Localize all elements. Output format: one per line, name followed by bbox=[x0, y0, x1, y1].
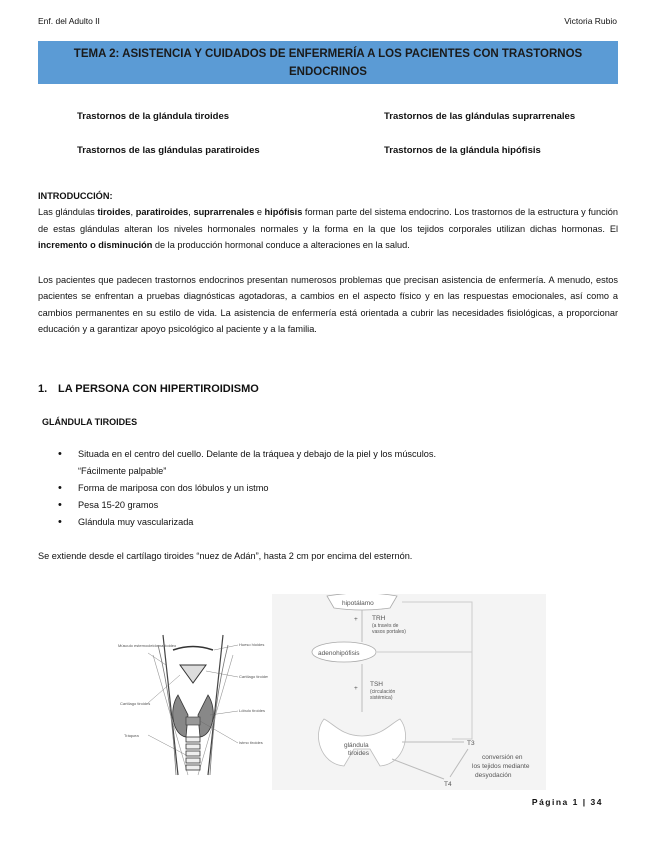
page-title: TEMA 2: ASISTENCIA Y CUIDADOS DE ENFERMERÍA A LOS PACIENTES CON TRASTORNOS ENDOCRINOS bbox=[73, 47, 583, 78]
label-trachea: Tráquea bbox=[124, 733, 139, 738]
header-right: Victoria Rubio bbox=[564, 16, 617, 26]
section1-title: LA PERSONA CON HIPERTIROIDISMO bbox=[58, 383, 259, 395]
label-scm: Músculo esternocleidomastoideo bbox=[118, 643, 177, 648]
label-t3: T3 bbox=[467, 740, 475, 747]
label-tsh-note2: sistémica) bbox=[370, 695, 393, 701]
label-conv3: desyodación bbox=[475, 772, 512, 779]
label-isthmus: Istmo tiroides bbox=[239, 740, 263, 745]
label-hipotalamo: hipotálamo bbox=[342, 600, 374, 607]
title-banner bbox=[38, 41, 618, 84]
intro-block bbox=[38, 188, 618, 254]
intro-p2: Los pacientes que padecen trastornos endocrinos presentan numerosos problemas que precisan asistencia de enfermería. A menudo, estos pacientes se enfrentan a pruebas diagnósticas agotadoras, a cambios en el aspecto físico y en las respuestas emocionales, así como a cambios permanentes en su estilo de vida. La asistencia de enfermería está orientada a cubrir las necesidades fisiológicas, a proporcionar educación y a garantizar apoyo psicológico al paciente y a la familia. bbox=[38, 275, 618, 335]
label-conv1: conversión en bbox=[482, 754, 523, 761]
label-cartilage-left: Cartílago tiroides bbox=[120, 701, 151, 706]
list-item: • Pesa 15-20 gramos bbox=[58, 497, 528, 514]
label-t4: T4 bbox=[444, 781, 452, 788]
label-adenohipofisis: adenohipófisis bbox=[318, 650, 360, 657]
label-cartilage-right: Cartílago tiroides bbox=[239, 674, 268, 679]
neck-anatomy-illustration bbox=[118, 625, 268, 785]
svg-text:+: + bbox=[354, 616, 358, 623]
label-tiroides: tiroides bbox=[348, 750, 369, 757]
bullet-list bbox=[58, 446, 528, 531]
hpt-axis-diagram bbox=[272, 594, 546, 790]
label-hyoid: Hueso hioides bbox=[239, 642, 265, 647]
label-tsh-note1: (circulación bbox=[370, 689, 396, 695]
list-item: • Glándula muy vascularizada bbox=[58, 514, 528, 531]
topic-tiroides: Trastornos de la glándula tiroides bbox=[77, 111, 230, 122]
header-left: Enf. del Adulto II bbox=[38, 16, 100, 26]
list-item: • Forma de mariposa con dos lóbulos y un istmo bbox=[58, 480, 528, 497]
label-glandula: glándula bbox=[344, 742, 369, 749]
list-item: • Situada en el centro del cuello. Delante de la tráquea y debajo de la piel y los músculos. “Fácilmente palpable” bbox=[58, 446, 528, 480]
label-trh-note2: vasos portales) bbox=[372, 629, 406, 635]
label-trh: TRH bbox=[372, 615, 386, 622]
hpt-axis-figure bbox=[272, 594, 546, 790]
intro-heading: INTRODUCCIÓN: bbox=[38, 191, 113, 201]
intro-p1: Las glándulas tiroides, paratiroides, suprarrenales e hipófisis forman parte del sistema endocrino. Los trastornos de la estructura y función de estas glándulas alteran los niveles hormonales normales y la forma en la que los tejidos corporales utilizan dichas hormonas. El incremento o disminución de la producción hormonal conduce a alteraciones en la salud. bbox=[38, 207, 618, 251]
label-conv2: los tejidos mediante bbox=[472, 763, 530, 770]
topic-paratiroides: Trastornos de las glándulas paratiroides bbox=[77, 145, 260, 156]
svg-text:+: + bbox=[354, 685, 358, 692]
label-tsh: TSH bbox=[370, 681, 383, 688]
section1-number: 1. bbox=[38, 383, 48, 395]
topic-hipofisis: Trastornos de la glándula hipófisis bbox=[384, 145, 541, 156]
neck-anatomy-figure bbox=[118, 625, 268, 785]
extent-text: Se extiende desde el cartílago tiroides “nuez de Adán”, hasta 2 cm por encima del esternón. bbox=[38, 551, 413, 561]
label-lobe: Lóbulo tiroides bbox=[239, 708, 266, 713]
page-number: Página 1 | 34 bbox=[531, 797, 603, 807]
topic-suprarrenales: Trastornos de las glándulas suprarrenales bbox=[384, 111, 576, 122]
subsection-title: GLÁNDULA TIROIDES bbox=[42, 417, 138, 427]
label-trh-note1: (a través de bbox=[372, 623, 399, 629]
